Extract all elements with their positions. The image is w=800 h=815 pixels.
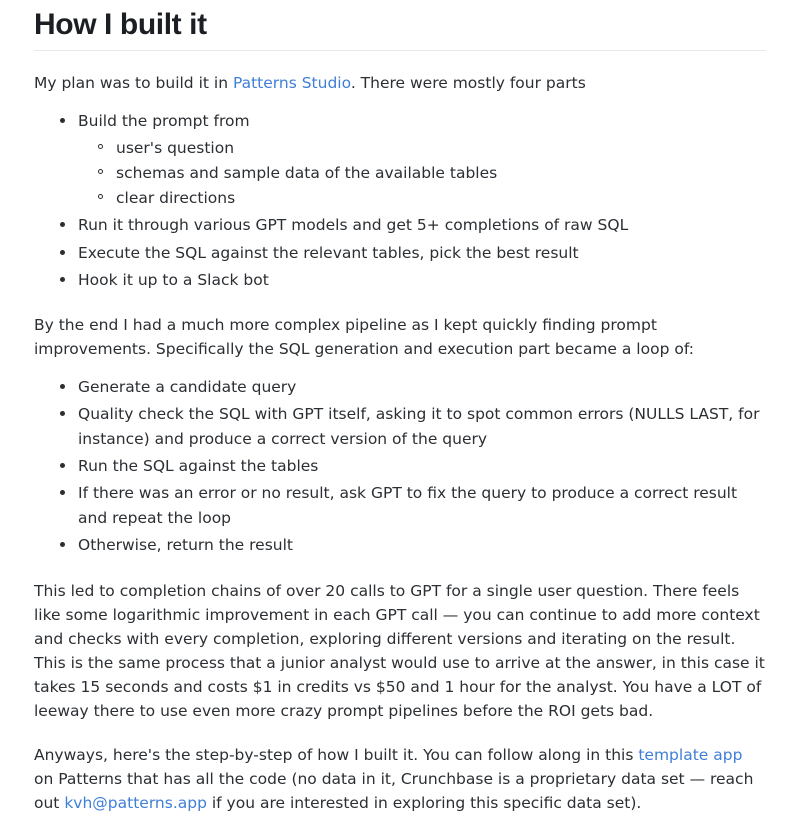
closing-text-part-3: if you are interested in exploring this specific data set).	[206, 793, 642, 812]
page-title: How I built it	[34, 8, 766, 51]
list-item-label: Otherwise, return the result	[78, 536, 293, 555]
list-item	[60, 454, 766, 479]
list-item-label: If there was an error or no result, ask GPT to fix the query to produce a correct result and repeat the loop	[78, 484, 738, 528]
list-item-label: Generate a candidate query	[78, 377, 297, 396]
build-steps-list	[34, 109, 766, 293]
build-prompt-sublist	[78, 136, 766, 211]
intro-text-after-link: . There were mostly four parts	[350, 74, 586, 92]
list-item	[60, 402, 766, 452]
list-item-label: Run it through various GPT models and get 5+ completions of raw SQL	[78, 216, 629, 235]
list-item	[60, 375, 766, 400]
pipeline-paragraph: By the end I had a much more complex pipeline as I kept quickly finding prompt improvements. Specifically the SQL generation and execution part became a loop of:	[34, 315, 694, 358]
closing-paragraph	[34, 743, 766, 815]
list-item-label: user's question	[116, 139, 235, 158]
closing-text-part-2: on Patterns that has all the code (no data in it, Crunchbase is a proprietary data set — reach out	[34, 769, 754, 812]
list-item-label: Execute the SQL against the relevant tables, pick the best result	[78, 243, 579, 262]
list-item	[60, 213, 766, 238]
email-link[interactable]: kvh@patterns.app	[64, 793, 207, 812]
list-item	[60, 533, 766, 558]
list-item	[60, 241, 766, 266]
list-item	[98, 161, 766, 186]
list-item-label: Run the SQL against the tables	[78, 457, 319, 476]
article-container	[0, 8, 800, 815]
patterns-studio-link[interactable]: Patterns Studio	[232, 74, 351, 92]
template-app-link[interactable]: template app	[638, 745, 743, 764]
list-item-label: schemas and sample data of the available tables	[116, 164, 498, 183]
list-item-label: Quality check the SQL with GPT itself, asking it to spot common errors (NULLS LAST, for instance) and produce a correct version of the query	[78, 404, 760, 449]
list-item	[60, 268, 766, 293]
list-item-label: clear directions	[116, 189, 236, 208]
list-item	[98, 186, 766, 211]
loop-steps-list	[34, 375, 766, 559]
list-item	[60, 481, 766, 531]
completion-chains-paragraph: This led to completion chains of over 20 calls to GPT for a single user question. There feels like some logarithmic improvement in each GPT call — you can continue to add more context and checks with every completion, exploring different versions and iterating on the result. This is the same process that a junior analyst would use to arrive at the answer, in this case it takes 15 seconds and costs $1 in credits vs $50 and 1 hour for the analyst. You have a LOT of leeway there to use even more crazy prompt pipelines before the ROI gets bad.	[34, 581, 765, 720]
list-item-label: Build the prompt from	[78, 112, 250, 131]
intro-paragraph	[34, 71, 766, 95]
intro-text-before-link: My plan was to build it in	[34, 74, 233, 92]
closing-text-part-1: Anyways, here's the step-by-step of how I built it. You can follow along in this	[34, 745, 639, 764]
list-item-label: Hook it up to a Slack bot	[78, 270, 269, 289]
list-item	[98, 136, 766, 161]
list-item	[60, 109, 766, 211]
